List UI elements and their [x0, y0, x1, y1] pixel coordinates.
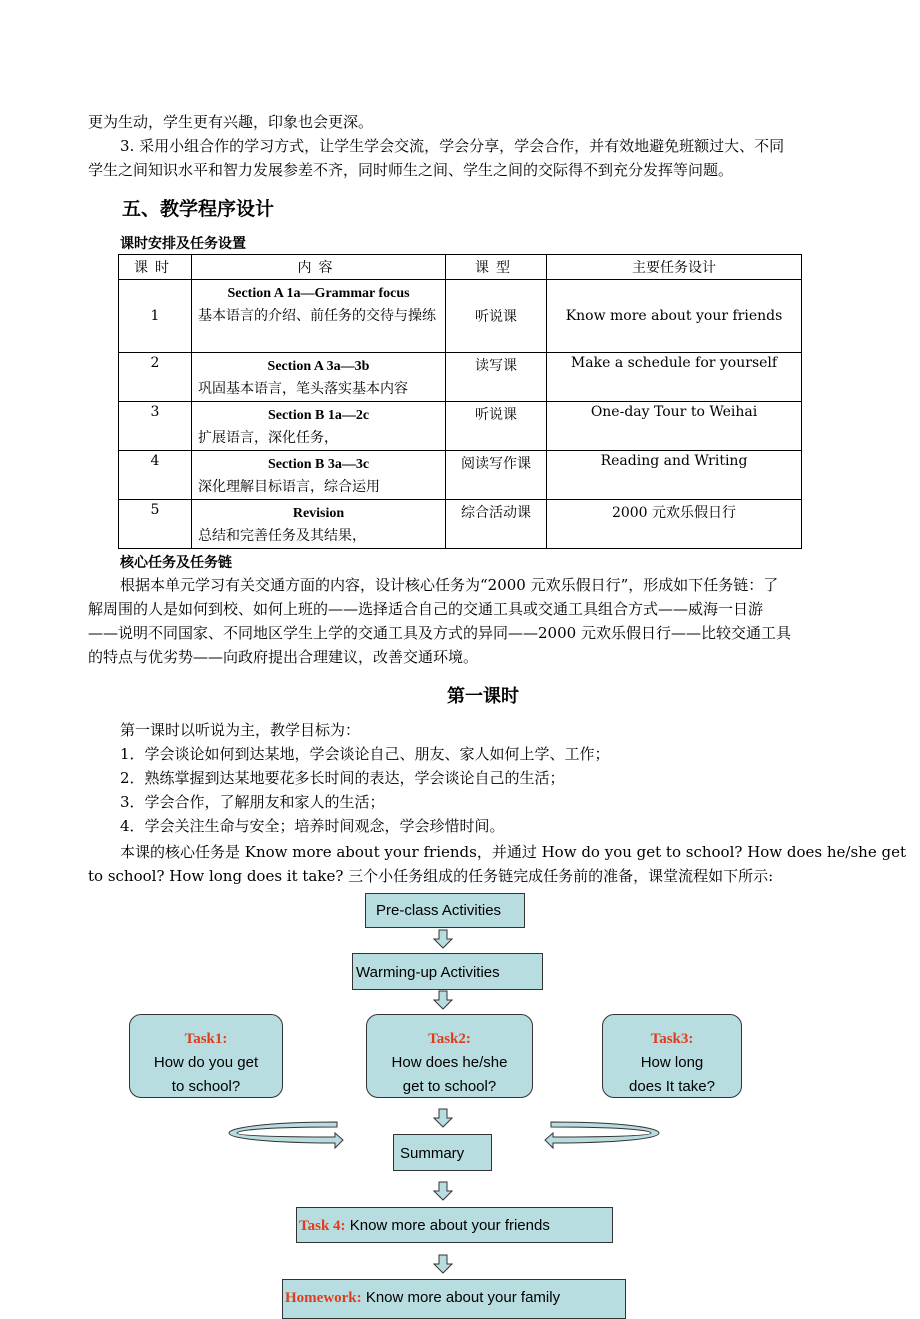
task3-label: Task3:	[650, 1031, 694, 1047]
section5-title: 五、教学程序设计	[122, 198, 275, 220]
cell-num: 1	[119, 280, 192, 353]
lesson1-core: to school? How long does it take? 三个小任务组成的任务链完成任务前的准备，课堂流程如下所示:	[88, 867, 774, 885]
cell-type: 听说课	[446, 402, 547, 451]
warmup-label: Warming-up Activities	[356, 964, 500, 981]
task4-box	[296, 1207, 613, 1243]
goal-item: 3．学会合作，了解朋友和家人的生活；	[120, 793, 385, 811]
curved-arrow-right-icon	[225, 1118, 345, 1150]
core-line: 解周围的人是如何到校、如何上班的——选择适合自己的交通工具或交通工具组合方式——威海一日游	[88, 600, 764, 618]
cell-section: Revision	[292, 506, 345, 521]
cell-desc: 巩固基本语言，笔头落实基本内容	[198, 381, 408, 397]
col-header: 课时	[119, 255, 192, 280]
table-row	[119, 280, 802, 353]
preclass-box	[365, 893, 525, 928]
task2-text: get to school?	[402, 1078, 497, 1095]
cell-num: 5	[119, 500, 192, 549]
curved-arrow-left-icon	[543, 1118, 663, 1150]
cell-task: Know more about your friends	[547, 280, 802, 353]
task3-text: How long	[640, 1054, 704, 1071]
cell-task: One-day Tour to Weihai	[547, 402, 802, 451]
table-row	[119, 402, 802, 451]
homework-label: Homework:	[285, 1290, 362, 1306]
goal-item: 2．熟练掌握到达某地要花多长时间的表达，学会谈论自己的生活；	[120, 769, 565, 787]
cell-section: Section A 3a—3b	[267, 359, 370, 374]
lesson1-title: 第一课时	[447, 686, 519, 707]
table-header-row	[119, 255, 802, 280]
core-title: 核心任务及任务链	[120, 555, 232, 571]
cell-desc: 总结和完善任务及其结果，	[198, 528, 366, 544]
down-arrow-icon	[433, 990, 453, 1010]
core-line: 的特点与优劣势——向政府提出合理建议，改善交通环境。	[88, 648, 479, 666]
cell-task: 2000 元欢乐假日行	[547, 500, 802, 549]
task3-text: does It take?	[629, 1078, 715, 1095]
lesson1-core: 本课的核心任务是 Know more about your friends，并通过 How do you get to school? How does he/she get	[120, 843, 906, 861]
col-header: 内容	[192, 255, 446, 280]
down-arrow-icon	[433, 1108, 453, 1128]
task2-box	[366, 1014, 533, 1098]
table-row	[119, 451, 802, 500]
goal-item: 1．学会谈论如何到达某地，学会谈论自己、朋友、家人如何上学、工作；	[120, 745, 610, 763]
task1-text: to school?	[171, 1078, 241, 1095]
task2-label: Task2:	[428, 1031, 471, 1047]
col-header: 主要任务设计	[547, 255, 802, 280]
cell-type: 阅读写作课	[446, 451, 547, 500]
cell-num: 3	[119, 402, 192, 451]
summary-box	[393, 1134, 492, 1171]
core-line: 根据本单元学习有关交通方面的内容，设计核心任务为“2000 元欢乐假日行”，形成如下任务链：了	[120, 576, 779, 594]
cell-type: 综合活动课	[446, 500, 547, 549]
cell-section: Section A 1a—Grammar focus	[227, 286, 410, 301]
cell-num: 4	[119, 451, 192, 500]
homework-text: Know more about your family	[361, 1289, 561, 1306]
table-row	[119, 353, 802, 402]
cell-section: Section B 3a—3c	[267, 457, 370, 472]
cell-type: 读写课	[446, 353, 547, 402]
summary-label: Summary	[400, 1145, 465, 1162]
cell-task: Make a schedule for yourself	[547, 353, 802, 402]
cell-desc: 基本语言的介绍、前任务的交待与操练	[198, 308, 436, 324]
warmup-box	[352, 953, 543, 990]
intro-point3-a: 3. 采用小组合作的学习方式，让学生学会交流，学会分享，学会合作，并有效地避免班额过大、不同	[120, 137, 785, 155]
cell-type: 听说课	[446, 280, 547, 353]
homework-box	[282, 1279, 626, 1319]
down-arrow-icon	[433, 1181, 453, 1201]
cell-desc: 扩展语言，深化任务，	[198, 430, 338, 446]
goal-item: 4．学会关注生命与安全；培养时间观念，学会珍惜时间。	[120, 817, 505, 835]
cell-desc: 深化理解目标语言，综合运用	[198, 479, 380, 495]
task1-label: Task1:	[184, 1031, 228, 1047]
lesson1-intro: 第一课时以听说为主，教学目标为：	[120, 721, 361, 739]
cell-num: 2	[119, 353, 192, 402]
intro-point3-b: 学生之间知识水平和智力发展参差不齐，同时师生之间、学生之间的交际得不到充分发挥等问题。	[88, 161, 734, 179]
intro-line: 更为生动，学生更有兴趣，印象也会更深。	[88, 113, 374, 131]
down-arrow-icon	[433, 1254, 453, 1274]
task1-box	[129, 1014, 283, 1098]
task4-text: Know more about your friends	[345, 1217, 550, 1234]
table-row	[119, 500, 802, 549]
cell-section: Section B 1a—2c	[267, 408, 370, 423]
preclass-label: Pre-class Activities	[376, 902, 502, 919]
task4-label: Task 4:	[299, 1218, 346, 1234]
core-line: ——说明不同国家、不同地区学生上学的交通工具及方式的异同——2000 元欢乐假日行——比较交通工具	[88, 624, 791, 642]
schedule-table	[118, 254, 802, 549]
task2-text: How does he/she	[391, 1054, 508, 1071]
task3-box	[602, 1014, 742, 1098]
task1-text: How do you get	[153, 1054, 259, 1071]
down-arrow-icon	[433, 929, 453, 949]
cell-task: Reading and Writing	[547, 451, 802, 500]
schedule-caption: 课时安排及任务设置	[120, 236, 246, 252]
col-header: 课型	[446, 255, 547, 280]
